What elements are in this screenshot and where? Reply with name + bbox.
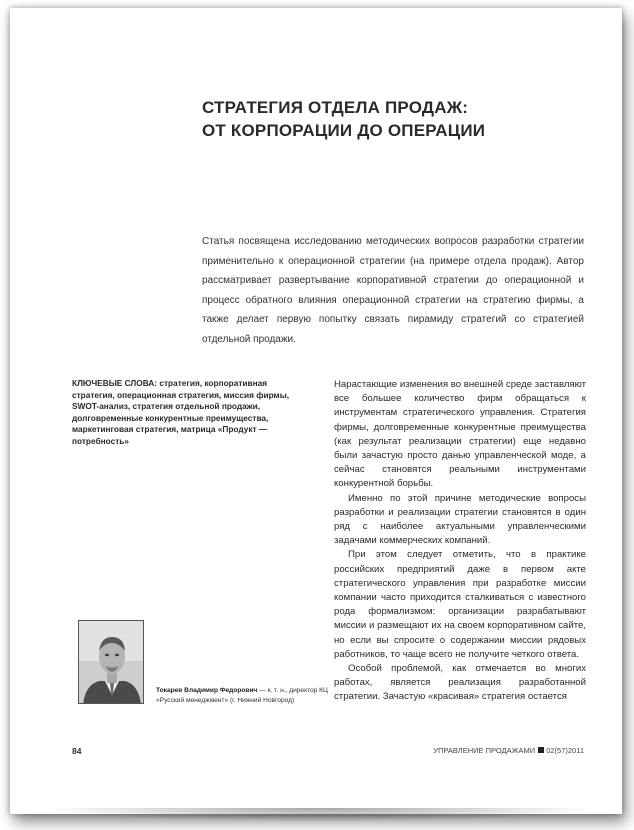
- body-paragraph-2: Именно по этой причине методические вопросы разработки и реализации стратегии становятся в один ряд с наиболее актуальными управленческими задачами коммерческих компаний.: [334, 492, 586, 547]
- article-title: [202, 96, 582, 142]
- author-caption: [156, 686, 331, 705]
- journal-name: УПРАВЛЕНИЕ ПРОДАЖАМИ: [433, 746, 536, 755]
- page-shadow: [40, 808, 600, 822]
- body-paragraph-1: Нарастающие изменения во внешней среде заставляют все большее количество фирм обращаться к инструментам стратегического управления. Стратегия фирмы, долговременные конкурентные преимущества (как результат реализации стратегии) еще недавно были зачастую просто данью управленческой моде, а сейчас становятся реальными инструментами конкурентной борьбы.: [334, 379, 586, 490]
- author-name: Токарев Владимир Федорович: [156, 687, 258, 694]
- author-info-1: — к. т. н., директор КЦ: [257, 687, 328, 694]
- article-title-line-1: СТРАТЕГИЯ ОТДЕЛА ПРОДАЖ:: [202, 98, 469, 117]
- body-paragraph-4: Особой проблемой, как отмечается во многих работах, является реализация разработанной стратегии. Зачастую «красивая» стратегия остается: [334, 663, 586, 703]
- author-info-2: «Русский менеджмент» (г. Нижний Новгород): [156, 696, 295, 704]
- author-portrait-image: [79, 621, 144, 704]
- article-body: [334, 378, 586, 705]
- page-number: 84: [72, 746, 82, 756]
- author-photo: [78, 620, 144, 704]
- square-separator-icon: [538, 747, 544, 753]
- journal-issue: 02(57)2011: [546, 746, 584, 755]
- journal-footer: [433, 746, 584, 755]
- article-title-line-2: ОТ КОРПОРАЦИИ ДО ОПЕРАЦИИ: [202, 121, 486, 140]
- keywords-block: КЛЮЧЕВЫЕ СЛОВА: стратегия, корпоративная стратегия, операционная стратегия, миссия фирмы, SWOT-анализ, стратегия отдельной продажи, долговременные конкурентные преимущества, маркетинговая стратегия, матрица «Продукт — потребность»: [72, 378, 290, 446]
- article-abstract: Статья посвящена исследованию методических вопросов разработки стратегии применительно к операционной стратегии (на примере отдела продаж). Автор рассматривает развертывание корпоративной стратегии до операционной и процесс обратного влияния операционной стратегии на стратегию фирмы, а также делает первую попытку связать пирамиду стратегий со стратегией отдельной продажи.: [202, 236, 584, 345]
- body-paragraph-3: При этом следует отметить, что в практике российских предприятий даже в первом акте стратегического управления при разработке миссии компании часто приходится сталкиваться с известного рода формализмом: организации разрабатывают миссии и размещают их на своем корпоративном сайте, но если вы спросите о содержании миссии рядовых работников, то чаще всего не получите четкого ответа.: [334, 549, 586, 660]
